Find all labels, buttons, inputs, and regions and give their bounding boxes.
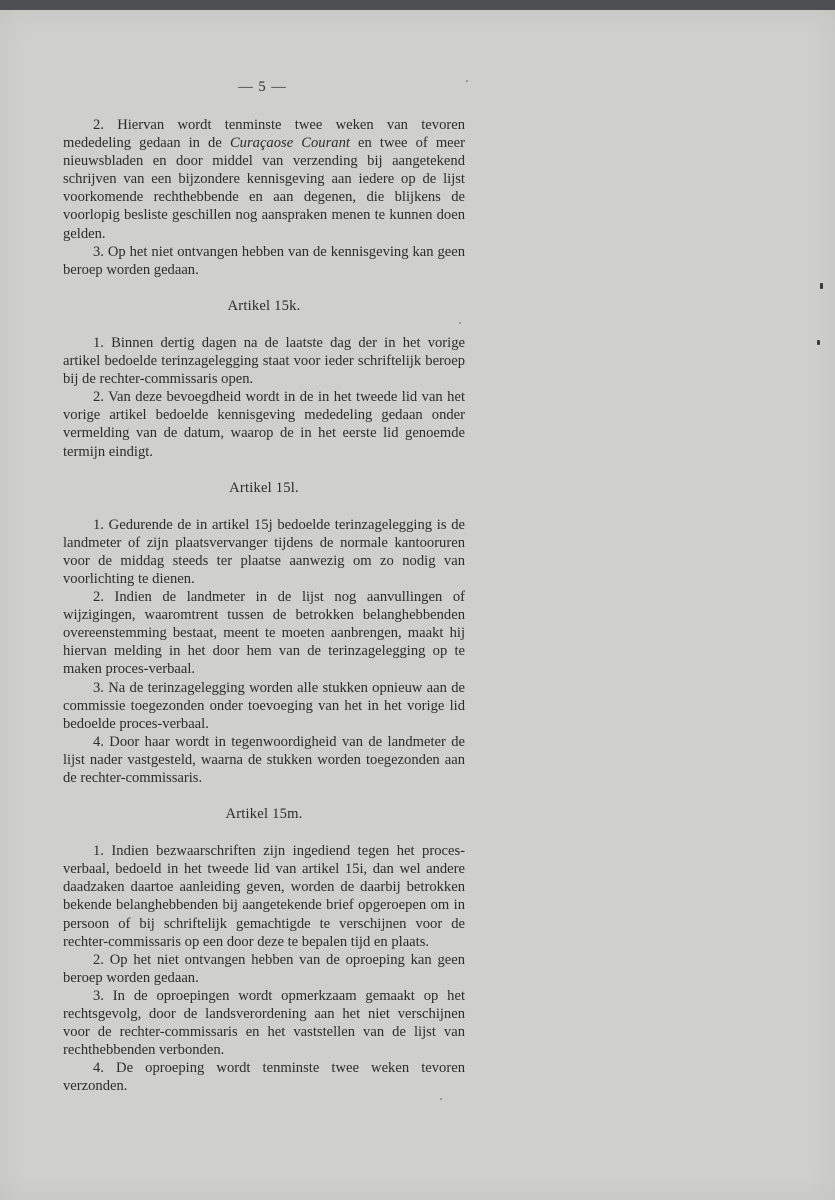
scan-speck [440, 1098, 442, 1100]
paragraph: 2. Op het niet ontvangen hebben van de oproeping kan geen beroep worden gedaan. [63, 951, 465, 986]
paragraph: 1. Indien bezwaarschriften zijn ingediend tegen het proces-verbaal, bedoeld in het tweede lid van artikel 15i, dan wel andere daadzaken daartoe aanleiding geven, worden de daarbij betrokken bekende belanghebbenden bij aangetekende brief opgeroepen om in persoon of bij schriftelijk gemachtigde te verschijnen voor de rechter-commissaris op een door deze te bepalen tijd en plaats. [63, 843, 465, 950]
paragraph: 1. Gedurende de in artikel 15j bedoelde terinzagelegging is de landmeter of zijn plaatsvervanger tijdens de normale kantooruren voor de middag steeds ter plaatse aanwezig om zo nodig van voorlichting te dienen. [63, 516, 465, 587]
paragraph: 4. De oproeping wordt tenminste twee weken tevoren verzonden. [63, 1060, 465, 1095]
article-heading: Artikel 15k. [227, 297, 301, 314]
newspaper-title: Curaçaose Courant [229, 135, 350, 152]
paragraph: 2. Indien de landmeter in de lijst nog aanvullingen of wijzigingen, waaromtrent tussen de betrokken belanghebbenden overeenstemming bestaat, meent te moeten aanbrengen, maakt hij hiervan melding in het door hem van de terinzagelegging op te maken proces-verbaal. [63, 589, 465, 678]
paragraph: 3. Na de terinzagelegging worden alle stukken opnieuw aan de commissie toegezonden onder toevoeging van het in het vorige lid bedoelde proces-verbaal. [63, 679, 465, 732]
paragraph: 1. Binnen dertig dagen na de laatste dag der in het vorige artikel bedoelde terinzagelegging staat voor ieder schriftelijk beroep bij de rechter-commissaris open. [63, 334, 465, 388]
paragraph: 3. In de oproepingen wordt opmerkzaam gemaakt op het rechtsgevolg, door de landsverordening aan het niet verschijnen voor de rechter-commissaris en het vaststellen van de lijst van rechthebbenden verbonden. [63, 987, 465, 1059]
document-body [63, 116, 465, 1096]
paragraph: 2. Van deze bevoegdheid wordt in de in het tweede lid van het vorige artikel bedoelde kennisgeving mededeling gedaan onder vermelding van de datum, waarop de in het eerste lid genoemde termijn eindigt. [63, 389, 465, 460]
article-heading: Artikel 15m. [225, 806, 303, 823]
paragraph: 4. Door haar wordt in tegenwoordigheid van de landmeter de lijst nader vastgesteld, waarna de stukken worden toegezonden aan de rechter-commissaris. [63, 733, 465, 786]
paragraph: 3. Op het niet ontvangen hebben van de kennisgeving kan geen beroep worden gedaan. [63, 243, 465, 278]
article-heading: Artikel 15l. [229, 479, 299, 496]
scan-artifact-mark [820, 283, 823, 289]
page-number: — 5 — [238, 79, 287, 95]
paragraph: 2. Hiervan wordt tenminste twee weken van tevoren mededeling gedaan in de Curaçaose Courant en twee of meer nieuwsbladen en door middel van verzending bij aangetekend schrijven van een bijzondere kennisgeving aan iedere op de lijst voorkomende rechthebbende en aan degenen, die blijkens de voorlopig besliste geschillen nog aanspraken menen te kunnen doen gelden. [63, 117, 465, 242]
scan-artifact-mark [817, 340, 820, 345]
scan-top-border [0, 0, 835, 10]
